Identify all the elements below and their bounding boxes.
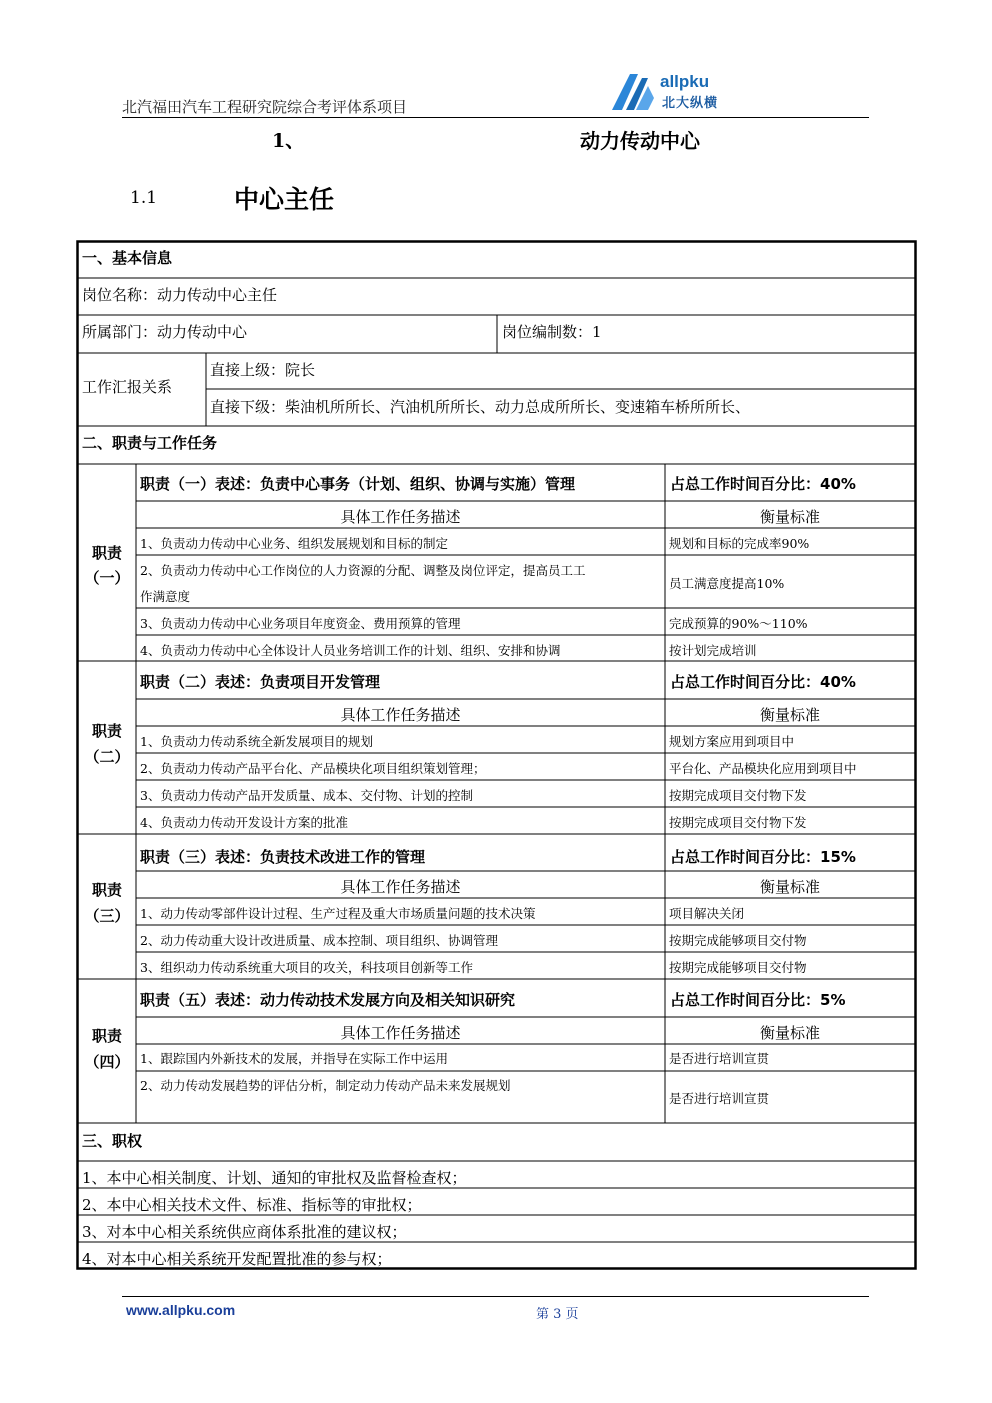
- task-item: 1、动力传动零部件设计过程、生产过程及重大市场质量问题的技术决策: [140, 906, 536, 921]
- task-standard: 规划方案应用到项目中: [669, 734, 795, 749]
- section-basic-info-title: 一、基本信息: [82, 249, 173, 267]
- position-name: 岗位名称：动力传动中心主任: [82, 286, 278, 304]
- heading1-number: 1、: [272, 130, 305, 152]
- task-item: 3、负责动力传动产品开发质量、成本、交付物、计划的控制: [140, 788, 473, 803]
- heading2-number: 1.1: [130, 188, 158, 208]
- duty-label-bottom: （二）: [84, 748, 130, 766]
- logo-text-en: allpku: [660, 72, 710, 91]
- page-number: 第 3 页: [536, 1307, 579, 1322]
- task-item: 3、组织动力传动系统重大项目的攻关，科技项目创新等工作: [140, 960, 473, 975]
- task-item: 2、动力传动重大设计改进质量、成本控制、项目组织、协调管理: [140, 933, 498, 948]
- section-duties-title: 二、职责与工作任务: [82, 434, 218, 452]
- authority-item: 4、对本中心相关系统开发配置批准的参与权；: [82, 1250, 392, 1268]
- task-item: 4、负责动力传动中心全体设计人员业务培训工作的计划、组织、安排和协调: [140, 643, 561, 658]
- authority-item: 2、本中心相关技术文件、标准、指标等的审批权；: [82, 1196, 422, 1214]
- task-standard: 员工满意度提高10%: [669, 576, 785, 591]
- task-standard: 按期完成项目交付物下发: [669, 815, 807, 830]
- duty-label-top: 职责: [91, 544, 122, 562]
- duty-description: 职责（三）表述：负责技术改进工作的管理: [140, 848, 426, 866]
- department: 所属部门：动力传动中心: [82, 323, 248, 341]
- task-item: 1、跟踪国内外新技术的发展，并指导在实际工作中运用: [140, 1051, 448, 1066]
- task-standard: 按期完成项目交付物下发: [669, 788, 807, 803]
- duty-description: 职责（一）表述：负责中心事务（计划、组织、协调与实施）管理: [140, 475, 576, 493]
- heading1-text: 动力传动中心: [580, 129, 700, 153]
- standard-header: 衡量标准: [759, 878, 820, 896]
- headcount: 岗位编制数：1: [502, 323, 602, 341]
- heading2-text: 中心主任: [234, 185, 335, 214]
- authority-item: 3、对本中心相关系统供应商体系批准的建议权；: [82, 1223, 407, 1241]
- footer-url-link[interactable]: www.allpku.com: [126, 1302, 236, 1318]
- task-item: 2、负责动力传动中心工作岗位的人力资源的分配、调整及岗位评定，提高员工工: [140, 563, 586, 578]
- section-authority-title: 三、职权: [82, 1132, 143, 1150]
- task-item-continued: 作满意度: [140, 589, 191, 604]
- header-title: 北汽福田汽车工程研究院综合考评体系项目: [122, 98, 408, 116]
- duty-description: 职责（五）表述：动力传动技术发展方向及相关知识研究: [140, 991, 516, 1009]
- task-standard: 完成预算的90%～110%: [669, 616, 808, 631]
- task-header: 具体工作任务描述: [340, 706, 461, 724]
- duty-label-bottom: （四）: [84, 1053, 130, 1071]
- authority-item: 1、本中心相关制度、计划、通知的审批权及监督检查权；: [82, 1169, 467, 1187]
- duty-label-top: 职责: [91, 881, 122, 899]
- duty-description: 职责（二）表述：负责项目开发管理: [140, 673, 381, 691]
- task-header: 具体工作任务描述: [340, 508, 461, 526]
- task-item: 2、负责动力传动产品平台化、产品模块化项目组织策划管理；: [140, 761, 486, 776]
- footer-rule: [122, 1296, 869, 1297]
- task-header: 具体工作任务描述: [340, 878, 461, 896]
- task-item: 2、动力传动发展趋势的评估分析，制定动力传动产品未来发展规划: [140, 1078, 511, 1093]
- header-rule: [122, 117, 869, 118]
- standard-header: 衡量标准: [759, 508, 820, 526]
- task-item: 3、负责动力传动中心业务项目年度资金、费用预算的管理: [140, 616, 461, 631]
- task-standard: 项目解决关闭: [669, 906, 745, 921]
- duty-label-top: 职责: [91, 1027, 122, 1045]
- task-header: 具体工作任务描述: [340, 1024, 461, 1042]
- report-relation-label: 工作汇报关系: [82, 378, 173, 396]
- duty-label-bottom: （一）: [84, 569, 130, 587]
- duty-label-top: 职责: [91, 722, 122, 740]
- task-standard: 按计划完成培训: [669, 643, 757, 658]
- duty-time-percentage: 占总工作时间百分比：15%: [670, 848, 856, 866]
- task-item: 1、负责动力传动中心业务、组织发展规划和目标的制定: [140, 536, 448, 551]
- task-item: 1、负责动力传动系统全新发展项目的规划: [140, 734, 373, 749]
- task-standard: 平台化、产品模块化应用到项目中: [669, 761, 857, 776]
- direct-superior: 直接上级：院长: [210, 361, 316, 379]
- task-standard: 是否进行培训宣贯: [669, 1051, 770, 1066]
- duty-time-percentage: 占总工作时间百分比：5%: [670, 991, 846, 1009]
- duty-time-percentage: 占总工作时间百分比：40%: [670, 475, 856, 493]
- duty-label-bottom: （三）: [84, 907, 130, 925]
- direct-subordinate: 直接下级：柴油机所所长、汽油机所所长、动力总成所所长、变速箱车桥所所长、: [210, 398, 751, 416]
- task-item: 4、负责动力传动开发设计方案的批准: [140, 815, 348, 830]
- standard-header: 衡量标准: [759, 706, 820, 724]
- task-standard: 按期完成能够项目交付物: [669, 960, 807, 975]
- task-standard: 按期完成能够项目交付物: [669, 933, 807, 948]
- duty-time-percentage: 占总工作时间百分比：40%: [670, 673, 856, 691]
- logo-text-cn: 北大纵横: [662, 96, 719, 111]
- task-standard: 是否进行培训宣贯: [669, 1091, 770, 1106]
- standard-header: 衡量标准: [759, 1024, 820, 1042]
- task-standard: 规划和目标的完成率90%: [669, 536, 810, 551]
